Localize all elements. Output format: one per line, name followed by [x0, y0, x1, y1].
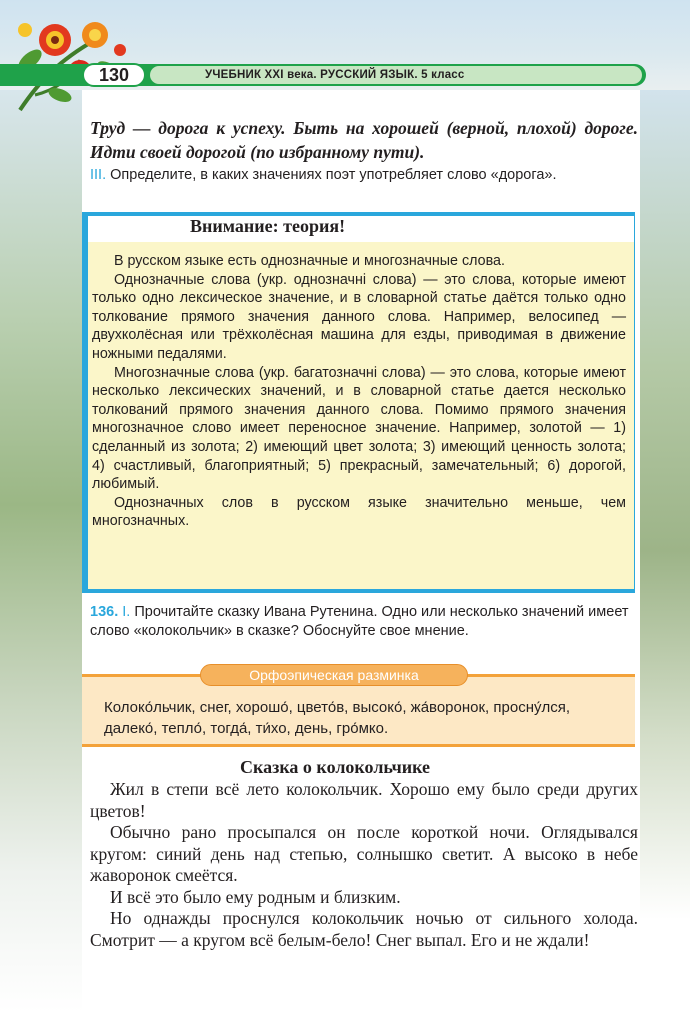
- exercise-text: Прочитайте сказку Ивана Рутенина. Одно или несколько значений имеет слово «колокольчик» в сказке? Обоснуйте свое мнение.: [90, 604, 629, 639]
- theory-paragraph: Многозначные слова (укр. багатозначні слова) — это слова, которые имеют несколько лексических значений, и в словарной статье дается несколько толкований прямого значения данного слова. Помимо прямого значения многозначное слово имеет переносное значение. Например, золотой — 1) сделанный из золота; 2) имеющий цвет золота; 3) имеющий ценность золота; 4) счастливый, благоприятный; 5) прекрасный, замечательный; 6) дорогой, любимый.: [92, 364, 626, 493]
- task-numeral: III.: [90, 167, 107, 183]
- theory-paragraph: Однозначные слова (укр. однозначні слова) — это слова, которые имеют только одно лексическое значение, и в словарной статье даётся только одно толкование прямого значения данного слова. Например, велосипед — двухколёсная или трёхколёсная машина для езды, приводимая в движение ножными педалями.: [92, 271, 626, 362]
- theory-paragraph: Однозначных слов в русском языке значительно меньше, чем многозначных.: [92, 494, 626, 530]
- story-text: [90, 779, 638, 951]
- exercise-number: 136.: [90, 604, 119, 620]
- warmup-words: Колоко́льчик, снег, хорошо́, цвето́в, высоко́, жа́воронок, просну́лся, далеко́, тепло́, тогда́, ти́хо, день, гро́мко.: [104, 699, 571, 737]
- story-paragraph: Жил в степи всё лето колокольчик. Хорошо ему было среди других цветов!: [90, 779, 638, 821]
- story-title: Сказка о колокольчике: [240, 757, 431, 777]
- theory-title: Внимание: теория!: [190, 216, 346, 236]
- warmup-label: Орфоэпическая разминка: [200, 664, 468, 686]
- exercise-136: [90, 603, 638, 641]
- story-paragraph: И всё это было ему родным и близким.: [110, 886, 401, 907]
- theory-header: [82, 212, 635, 242]
- story-paragraph: Но однажды проснулся колокольчик ночью от сильного холода. Смотрит — а кругом всё белым-бело! Снег выпал. Его и не ждали!: [90, 908, 638, 950]
- theory-paragraph: В русском языке есть однозначные и многозначные слова.: [114, 253, 505, 269]
- book-title: УЧЕБНИК XXI века. РУССКИЙ ЯЗЫК. 5 класс: [205, 69, 465, 81]
- intro-phrases: Труд — дорога к успеху. Быть на хорошей (верной, плохой) дороге. Идти своей дорогой (по избранному пути).: [90, 118, 638, 162]
- page-number: 130: [82, 63, 146, 87]
- flower-ornament-icon: [0, 0, 150, 120]
- exercise-numeral: I.: [118, 604, 131, 620]
- task-text: Определите, в каких значениях поэт употребляет слово «дорога».: [106, 167, 557, 183]
- story-paragraph: Обычно рано просыпался он после короткой ночи. Оглядывался кругом: синий день над степью, солнышко светит. А высоко в небе жаворонок смеётся.: [90, 822, 638, 885]
- background-landscape-left: [0, 90, 82, 1012]
- task-three: [90, 166, 638, 185]
- theory-text: [92, 252, 626, 531]
- background-landscape-right: [640, 90, 690, 1012]
